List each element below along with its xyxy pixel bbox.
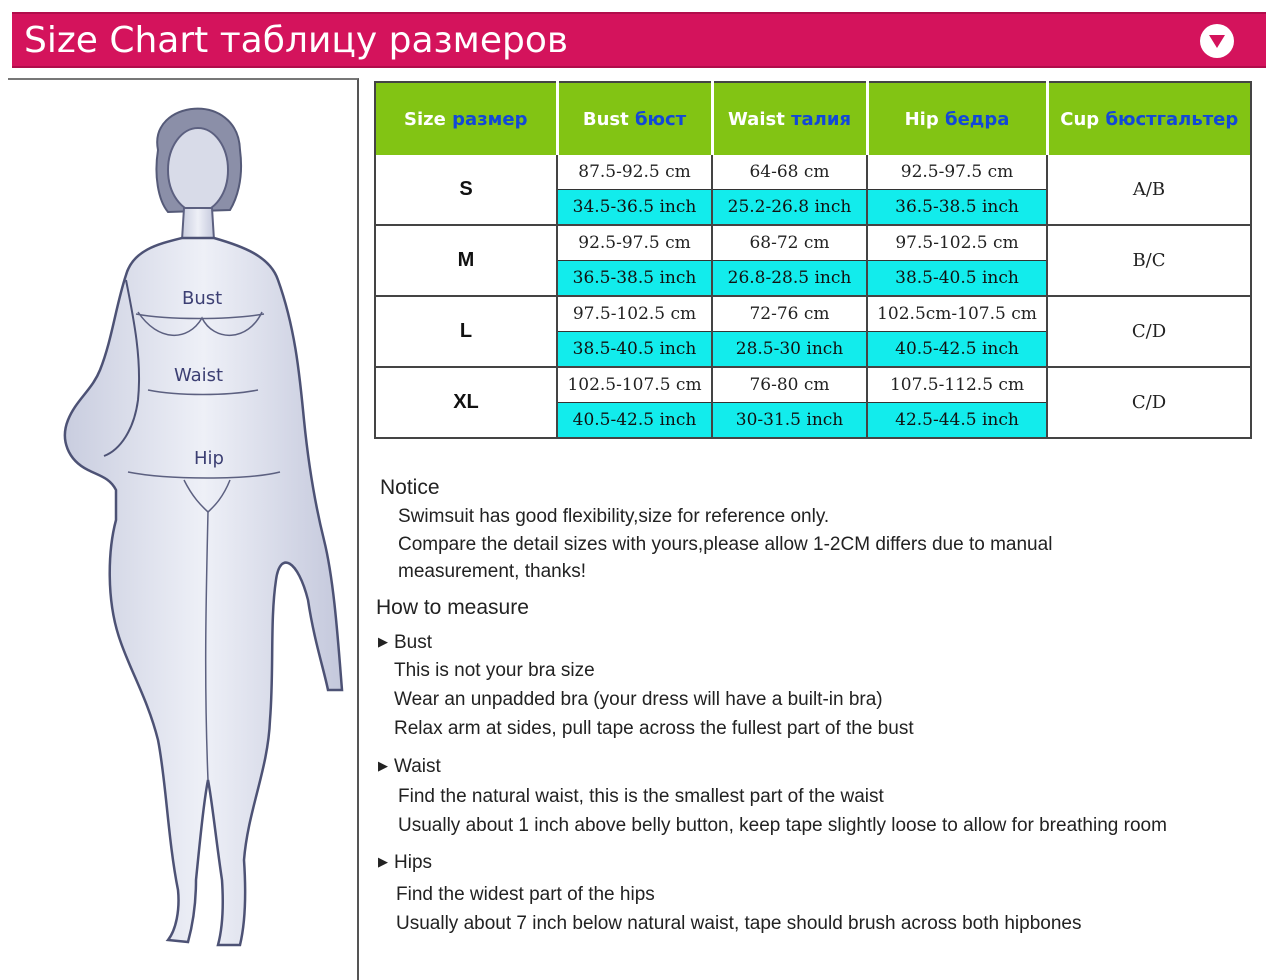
waist-inch: 30-31.5 inch (712, 403, 867, 439)
waist-inch: 26.8-28.5 inch (712, 261, 867, 297)
bust-inch: 40.5-42.5 inch (557, 403, 712, 439)
hip-inch: 42.5-44.5 inch (867, 403, 1047, 439)
bust-cm: 97.5-102.5 cm (557, 296, 712, 332)
header-size: Size размер (375, 82, 557, 155)
table-row (375, 155, 1251, 190)
bust-label: Bust (182, 288, 223, 309)
measure-bust-heading: ▶ Bust (378, 632, 433, 653)
measure-line: Find the widest part of the hips (396, 884, 655, 905)
hip-inch: 40.5-42.5 inch (867, 332, 1047, 368)
bust-inch: 36.5-38.5 inch (557, 261, 712, 297)
hip-label: Hip (194, 448, 224, 469)
notice-section (374, 476, 1274, 586)
how-to-measure-section (374, 596, 1274, 946)
header-cup: Cup бюстгальтер (1047, 82, 1251, 155)
waist-cm: 68-72 cm (712, 225, 867, 261)
triangle-right-icon: ▶ (378, 758, 388, 773)
size-label: L (375, 296, 557, 367)
body-silhouette-icon (8, 80, 357, 980)
waist-inch: 28.5-30 inch (712, 332, 867, 368)
notice-line: measurement, thanks! (398, 561, 586, 582)
measure-line: Find the natural waist, this is the smallest part of the waist (398, 786, 884, 807)
waist-cm: 72-76 cm (712, 296, 867, 332)
bust-cm: 92.5-97.5 cm (557, 225, 712, 261)
cup-size: A/B (1047, 155, 1251, 225)
header-bust: Bust бюст (557, 82, 712, 155)
table-row (375, 367, 1251, 403)
cup-size: C/D (1047, 296, 1251, 367)
hip-cm: 97.5-102.5 cm (867, 225, 1047, 261)
bust-inch: 38.5-40.5 inch (557, 332, 712, 368)
triangle-right-icon: ▶ (378, 854, 388, 869)
header-hip: Hip бедра (867, 82, 1047, 155)
waist-cm: 76-80 cm (712, 367, 867, 403)
waist-cm: 64-68 cm (712, 155, 867, 190)
size-label: S (375, 155, 557, 225)
measure-line: Wear an unpadded bra (your dress will have a built-in bra) (394, 689, 883, 710)
hip-cm: 102.5cm-107.5 cm (867, 296, 1047, 332)
notice-title: Notice (380, 476, 440, 499)
measure-line: Usually about 7 inch below natural waist, tape should brush across both hipbones (396, 913, 1082, 934)
measure-hips-heading: ▶ Hips (378, 852, 433, 873)
body-figure-panel (8, 78, 359, 980)
measure-line: Usually about 1 inch above belly button, keep tape slightly loose to allow for breathing room (398, 815, 1167, 836)
size-label: XL (375, 367, 557, 438)
table-header-row (375, 82, 1251, 155)
table-row (375, 225, 1251, 261)
size-chart-table (374, 81, 1252, 439)
cup-size: B/C (1047, 225, 1251, 296)
hip-cm: 107.5-112.5 cm (867, 367, 1047, 403)
bust-cm: 87.5-92.5 cm (557, 155, 712, 190)
how-to-measure-title: How to measure (376, 596, 529, 619)
hip-inch: 36.5-38.5 inch (867, 190, 1047, 226)
notice-line: Swimsuit has good flexibility,size for reference only. (398, 506, 830, 527)
header-bar (12, 12, 1266, 68)
table-row (375, 296, 1251, 332)
measure-waist-heading: ▶ Waist (378, 756, 441, 777)
hip-cm: 92.5-97.5 cm (867, 155, 1047, 190)
size-label: M (375, 225, 557, 296)
page-title: Size Chart таблицу размеров (24, 20, 569, 61)
measure-line: This is not your bra size (394, 660, 595, 681)
chevron-down-circle-icon[interactable] (1200, 24, 1234, 58)
waist-inch: 25.2-26.8 inch (712, 190, 867, 226)
cup-size: C/D (1047, 367, 1251, 438)
bust-cm: 102.5-107.5 cm (557, 367, 712, 403)
hip-inch: 38.5-40.5 inch (867, 261, 1047, 297)
header-waist: Waist талия (712, 82, 867, 155)
waist-label: Waist (174, 365, 224, 386)
triangle-right-icon: ▶ (378, 634, 388, 649)
notice-line: Compare the detail sizes with yours,please allow 1-2CM differs due to manual (398, 534, 1053, 555)
bust-inch: 34.5-36.5 inch (557, 190, 712, 226)
measure-line: Relax arm at sides, pull tape across the fullest part of the bust (394, 718, 914, 739)
